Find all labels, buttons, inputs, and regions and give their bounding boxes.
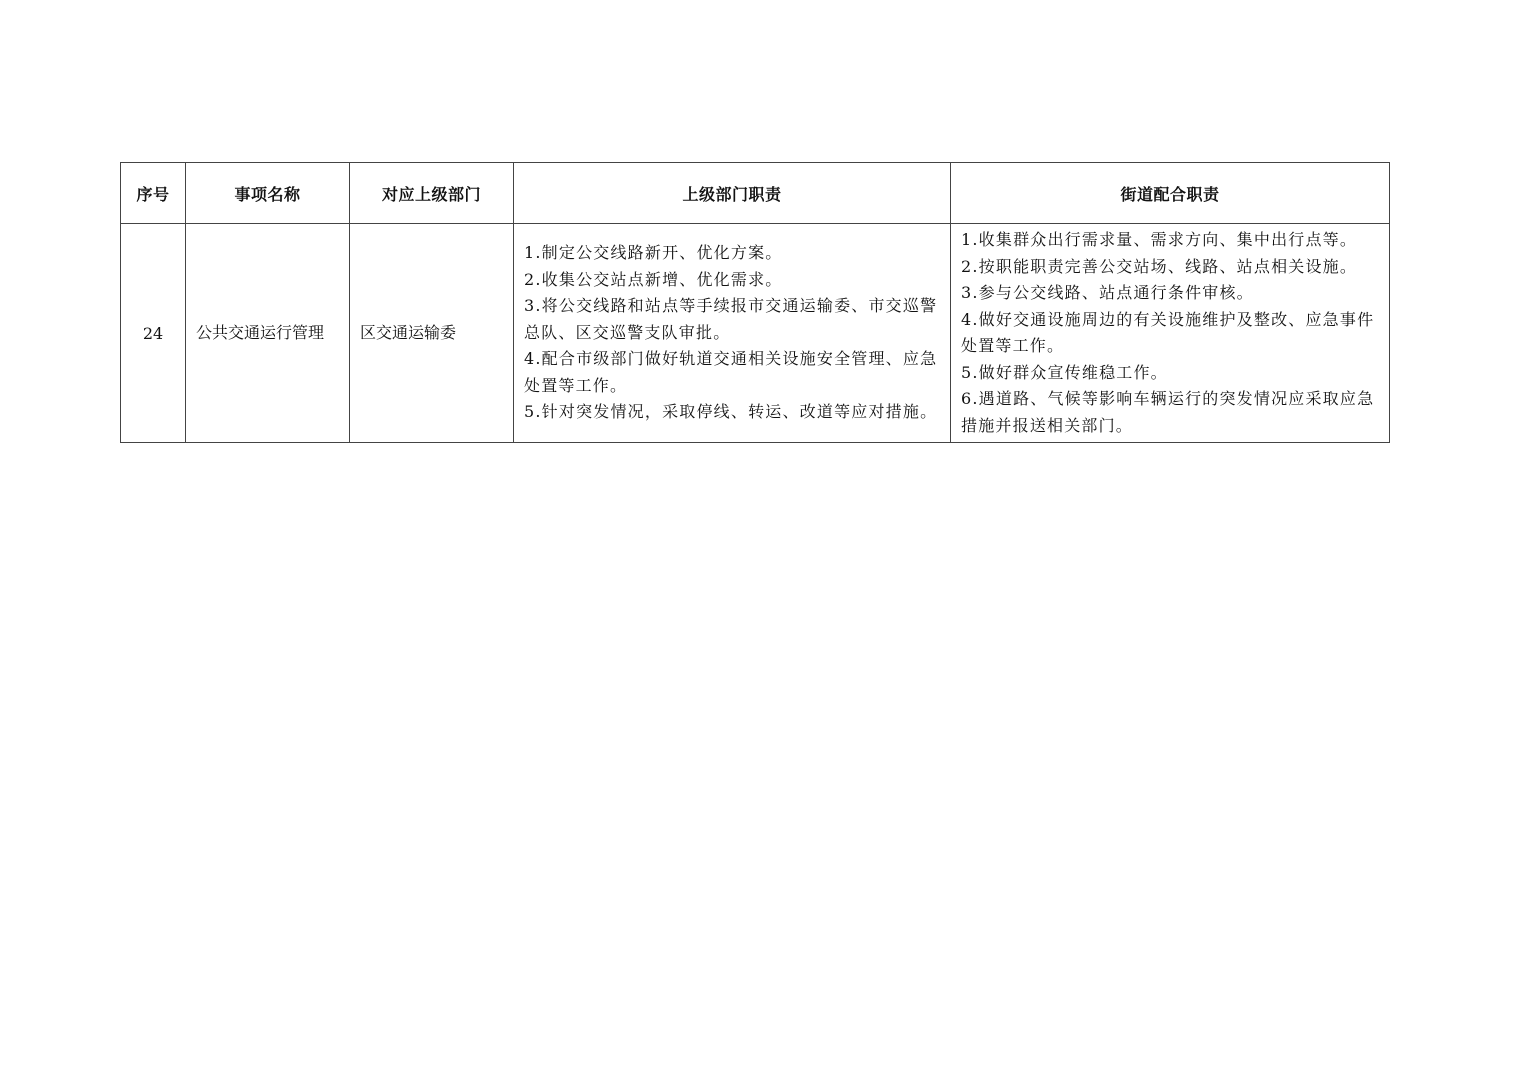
row-superior-department: 区交通运输委	[350, 224, 514, 443]
superior-duty-item: 4.配合市级部门做好轨道交通相关设施安全管理、应急处置等工作。	[524, 349, 938, 395]
superior-duty-item: 1.制定公交线路新开、优化方案。	[524, 243, 783, 263]
street-duty-item: 4.做好交通设施周边的有关设施维护及整改、应急事件处置等工作。	[961, 309, 1375, 355]
responsibility-table	[120, 162, 1390, 443]
street-duty-item: 3.参与公交线路、站点通行条件审核。	[961, 283, 1254, 302]
row-street-duties	[951, 224, 1390, 443]
row-superior-duties	[514, 224, 951, 443]
table-row	[121, 224, 1390, 443]
row-item-name: 公共交通运行管理	[186, 224, 350, 443]
header-superior-duties: 上级部门职责	[514, 163, 951, 224]
superior-duty-item: 2.收集公交站点新增、优化需求。	[524, 269, 783, 289]
street-duty-item: 1.收集群众出行需求量、需求方向、集中出行点等。	[961, 230, 1358, 249]
superior-duty-item: 5.针对突发情况，采取停线、转运、改道等应对措施。	[524, 402, 938, 422]
header-number: 序号	[121, 163, 186, 224]
street-duty-item: 5.做好群众宣传维稳工作。	[961, 362, 1168, 382]
superior-duties-list	[524, 240, 944, 426]
table-header-row	[121, 163, 1390, 224]
street-duty-item: 2.按职能职责完善公交站场、线路、站点相关设施。	[961, 256, 1358, 276]
street-duties-list	[961, 227, 1383, 439]
row-number: 24	[121, 224, 186, 443]
street-duty-item: 6.遇道路、气候等影响车辆运行的突发情况应采取应急措施并报送相关部门。	[961, 389, 1375, 435]
header-superior-department: 对应上级部门	[350, 163, 514, 224]
superior-duty-item: 3.将公交线路和站点等手续报市交通运输委、市交巡警总队、区交巡警支队审批。	[524, 296, 938, 342]
header-item-name: 事项名称	[186, 163, 350, 224]
header-street-duties: 街道配合职责	[951, 163, 1390, 224]
